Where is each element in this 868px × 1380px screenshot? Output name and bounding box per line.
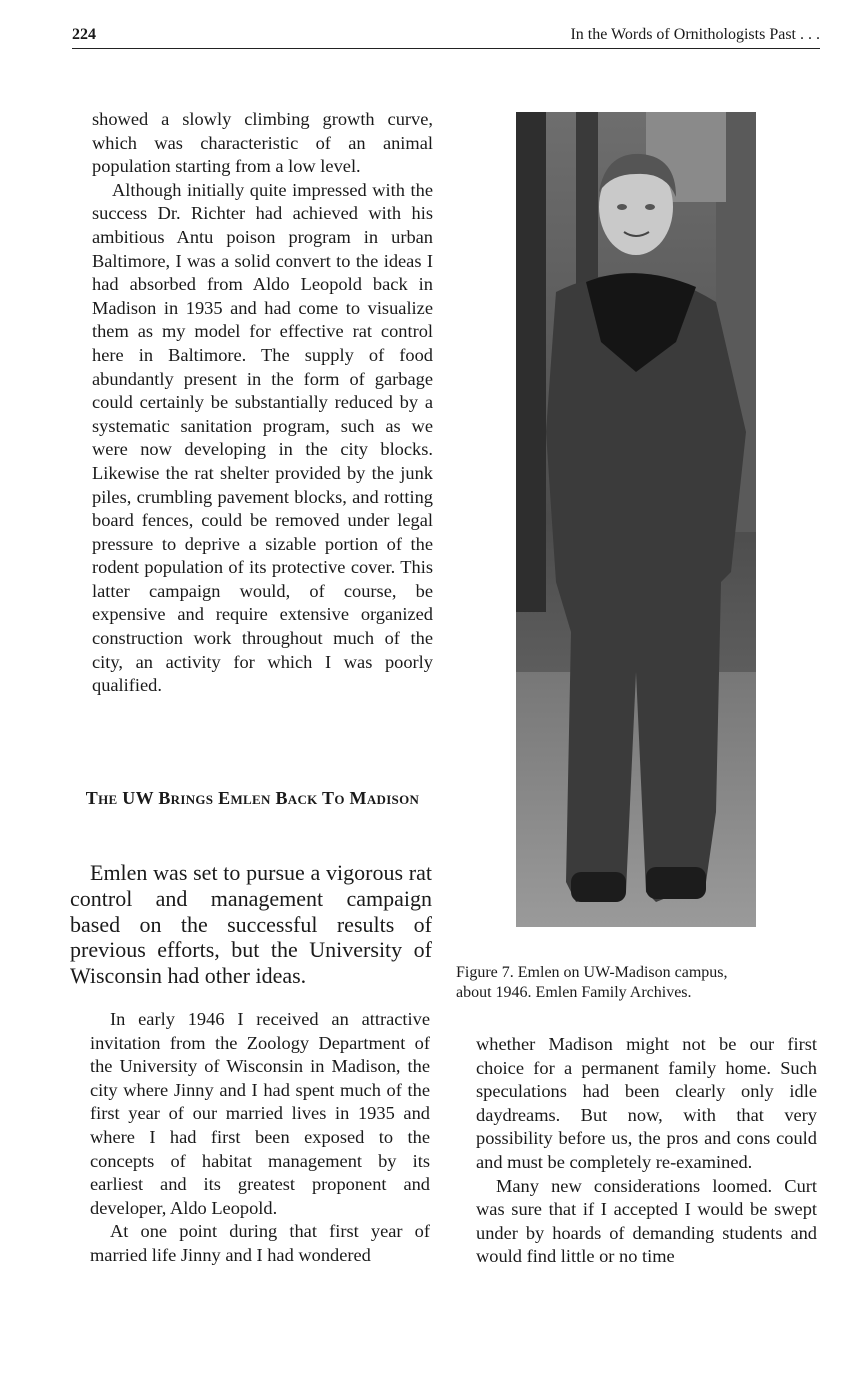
paragraph: whether Madison might not be our first choice for a permanent family home. Such speculations had been clearly only idle daydreams. But now, with that very possibility before us, the pros and cons could and must be completely re-examined. [476, 1034, 817, 1172]
caption-line: Figure 7. Emlen on UW-Madison campus, [456, 964, 728, 981]
page-header [72, 24, 820, 49]
section-heading: The UW Brings Emlen Back To Madison [85, 788, 420, 808]
paragraph: At one point during that first year of married life Jinny and I had wondered [90, 1221, 430, 1265]
photo-graphic [516, 112, 756, 927]
paragraph: Although initially quite impressed with the success Dr. Richter had achieved with his ambitious Antu poison program in urban Baltimore, I was a solid convert to the ideas I had absorbed from Aldo Leopold back in Madison in 1935 and had come to visualize them as my model for effective rat control here in Baltimore. The supply of food abundantly present in the form of garbage could certainly be substantially reduced by a systematic sanitation program, such as we were now developing in the city blocks. Likewise the rat shelter provided by the junk piles, crumbling pavement blocks, and rotting board fences, could be removed under legal pressure to deprive a sizable portion of the rodent population of its protective cover. This latter campaign would, of course, be expensive and require extensive organized construction work throughout much of the city, an activity for which I was poorly qualified. [92, 179, 433, 696]
right-column-bottom-text [476, 1033, 817, 1269]
intro-paragraph: Emlen was set to pursue a vigorous rat control and management campaign based on the successful results of previous efforts, but the University of Wisconsin had other ideas. [70, 860, 432, 989]
caption-line: about 1946. Emlen Family Archives. [456, 984, 692, 1001]
paragraph: showed a slowly climbing growth curve, which was characteristic of an animal population starting from a low level. [92, 109, 433, 177]
running-head: In the Words of Ornithologists Past . . . [570, 26, 820, 43]
left-column-top-text [92, 108, 433, 698]
section-intro [70, 860, 432, 989]
left-column-bottom-text [90, 1008, 430, 1268]
page-number: 224 [72, 26, 96, 43]
figure-photo [516, 112, 756, 927]
paragraph: In early 1946 I received an attractive invitation from the Zoology Department of the University of Wisconsin in Madison, the city where Jinny and I had spent much of the first year of our married lives in 1935 and where I had first been exposed to the concepts of habitat management by its earliest and its greatest proponent and developer, Aldo Leopold. [90, 1009, 430, 1218]
paragraph: Many new considerations loomed. Curt was sure that if I accepted I would be swept under by hoards of demanding students and would find little or no time [476, 1175, 817, 1267]
figure-caption [456, 963, 816, 1003]
